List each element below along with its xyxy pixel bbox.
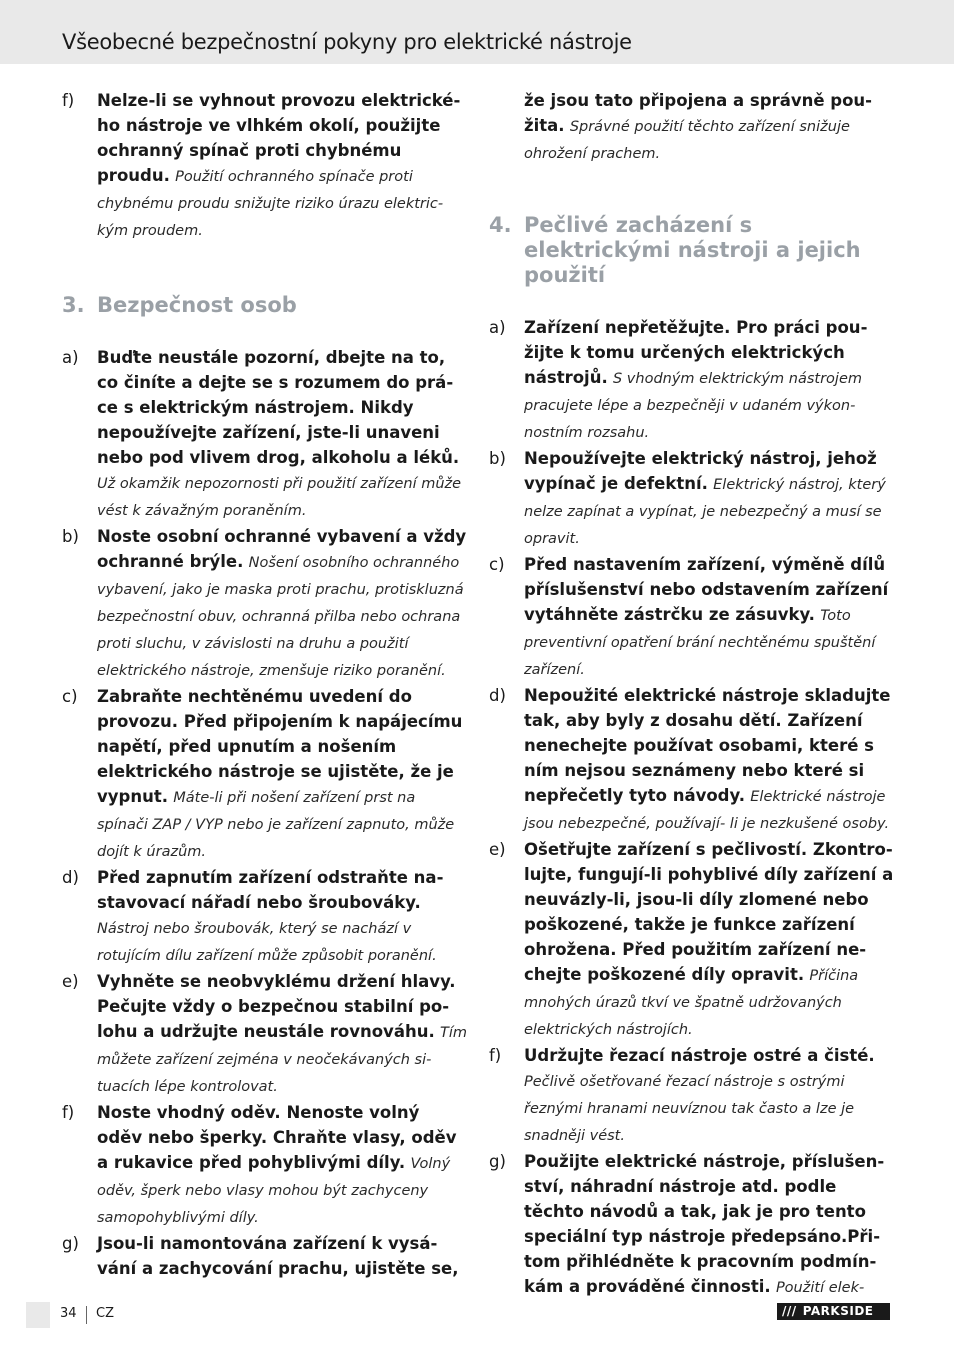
list-item-continuation bbox=[489, 88, 894, 167]
item-italic-text: Použití ochranného spínače proti chybnému proudu snižujte riziko úrazu elektrickým proudem. bbox=[97, 169, 444, 239]
item-italic-text: Máte-li při nošení zařízení prst na spínači ZAP / VYP nebo je zařízení zapnuto, může dojít k úrazům. bbox=[97, 790, 455, 860]
item-bold-text: Ošetřujte zařízení s pečlivostí. Zkontrolujte, fungují-li pohyblivé díly zařízení a neuvázly-li, jsou-li díly zlomené nebo poškozené, takže je funkce zařízení ohrožena. Před použitím zařízení nechejte poškozené díly opravit. bbox=[524, 840, 894, 984]
item-bold-text: že jsou tato připojena a správně použita. bbox=[524, 91, 873, 135]
section-heading bbox=[489, 213, 894, 288]
left-column bbox=[62, 88, 467, 1281]
item-label: b) bbox=[62, 527, 79, 546]
parkside-logo bbox=[777, 1303, 890, 1320]
item-label: g) bbox=[62, 1234, 79, 1253]
list-item bbox=[489, 683, 894, 837]
page-number: 34 bbox=[60, 1306, 77, 1321]
item-italic-text: Nástroj nebo šroubovák, který se nachází v rotujícím dílu zařízení může způsobit poranění. bbox=[97, 921, 437, 964]
item-bold-text: Jsou-li namontována zařízení k vysávání a zachycování prachu, ujistěte se, bbox=[97, 1234, 459, 1278]
item-label: b) bbox=[489, 449, 506, 468]
item-bold-text: Udržujte řezací nástroje ostré a čisté. bbox=[524, 1046, 875, 1065]
item-label: f) bbox=[62, 1103, 75, 1122]
list-item bbox=[62, 684, 467, 865]
list-item bbox=[62, 1231, 467, 1281]
item-bold-text: Nepoužité elektrické nástroje skladujte tak, aby byly z dosahu dětí. Zařízení nenechejte používat osobami, které s ním nejsou seznámeny nebo které si nepřečetly tyto návody. bbox=[524, 686, 891, 805]
section-title: Bezpečnost osob bbox=[97, 293, 297, 317]
page-title: Všeobecné bezpečnostní pokyny pro elektrické nástroje bbox=[62, 30, 632, 54]
list-item bbox=[62, 88, 467, 244]
item-label: d) bbox=[62, 868, 79, 887]
right-column bbox=[489, 88, 894, 1301]
item-label: a) bbox=[62, 348, 79, 367]
item-bold-text: Nelze-li se vyhnout provozu elektrického nástroje ve vlhkém okolí, použijte ochranný spínač proti chybnému proudu. bbox=[97, 91, 461, 185]
item-italic-text: Elektrické nástroje jsou nebezpečné, používají- li je nezkušené osoby. bbox=[524, 789, 890, 832]
item-italic-text: Správné použití těchto zařízení snižuje ohrožení prachem. bbox=[524, 119, 850, 162]
item-bold-text: Buďte neustále pozorní, dbejte na to, co činíte a dejte se s rozumem do práce s elektrickým nástrojem. Nikdy nepoužívejte zařízení, jste-li unaveni nebo pod vlivem drog, alkoholu a léků. bbox=[97, 348, 460, 467]
item-bold-text: Zabraňte nechtěnému uvedení do provozu. Před připojením k napájecímu napětí, před upnutím a nošením elektrického nástroje se ujistěte, že je vypnut. bbox=[97, 687, 463, 806]
item-italic-text: Tím můžete zařízení zejména v neočekávaných situacích lépe kontrolovat. bbox=[97, 1025, 467, 1095]
section-number: 4. bbox=[489, 213, 512, 237]
item-italic-text: S vhodným elektrickým nástrojem pracujete lépe a bezpečněji v udaném výkonnostním rozsahu. bbox=[524, 371, 862, 441]
page-header bbox=[0, 0, 954, 64]
list-item bbox=[62, 969, 467, 1100]
item-label: e) bbox=[489, 840, 506, 859]
list-item bbox=[489, 552, 894, 683]
language-code: CZ bbox=[96, 1306, 114, 1321]
logo-stripes-icon: /// bbox=[782, 1304, 797, 1318]
item-bold-text: Nepoužívejte elektrický nástroj, jehož vypínač je defektní. bbox=[524, 449, 877, 493]
list-item bbox=[489, 1043, 894, 1149]
item-label: c) bbox=[489, 555, 505, 574]
item-bold-text: Před zapnutím zařízení odstraňte nastavovací nářadí nebo šroubováky. bbox=[97, 868, 444, 912]
item-italic-text: Nošení osobního ochranného vybavení, jako je maska proti prachu, protiskluzná bezpečnostní obuv, ochranná přilba nebo ochrana proti sluchu, v závislosti na druhu a použití elektrického nástroje, zmenšuje riziko poranění. bbox=[97, 555, 464, 679]
item-label: g) bbox=[489, 1152, 506, 1171]
list-item bbox=[489, 1149, 894, 1301]
item-italic-text: Použití elek- bbox=[775, 1280, 865, 1296]
item-italic-text: Pečlivě ošetřované řezací nástroje s ostrými řeznými hranami neuvíznou tak často a lze je snadněji vést. bbox=[524, 1074, 855, 1144]
item-italic-text: Už okamžik nepozornosti při použití zařízení může vést k závažným poraněním. bbox=[97, 476, 462, 519]
list-item bbox=[62, 865, 467, 969]
item-label: f) bbox=[62, 91, 75, 110]
item-bold-text: Zařízení nepřetěžujte. Pro práci použijte k tomu určených elektrických nástrojů. bbox=[524, 318, 868, 387]
footer-divider bbox=[86, 1306, 87, 1324]
list-item bbox=[62, 1100, 467, 1231]
item-label: c) bbox=[62, 687, 78, 706]
section-number: 3. bbox=[62, 293, 85, 317]
list-item bbox=[489, 837, 894, 1043]
footer-marker bbox=[26, 1302, 50, 1328]
logo-text: PARKSIDE bbox=[802, 1304, 874, 1318]
item-bold-text: Noste vhodný oděv. Nenoste volný oděv nebo šperky. Chraňte vlasy, oděv a rukavice před pohyblivými díly. bbox=[97, 1103, 457, 1172]
list-item bbox=[62, 524, 467, 684]
item-italic-text: Volný oděv, šperk nebo vlasy mohou být zachyceny samopohyblivými díly. bbox=[97, 1156, 451, 1226]
item-bold-text: Použijte elektrické nástroje, příslušenství, náhradní nástroje atd. podle těchto návodů a tak, jak je pro tento speciální typ nástroje předepsáno.Přitom přihlédněte k pracovním podmínkám a prováděné činnosti. bbox=[524, 1152, 885, 1296]
item-label: a) bbox=[489, 318, 506, 337]
item-italic-text: Příčina mnohých úrazů tkví ve špatně udržovaných elektrických nástrojích. bbox=[524, 968, 859, 1038]
item-bold-text: Noste osobní ochranné vybavení a vždy ochranné brýle. bbox=[97, 527, 467, 571]
list-item bbox=[62, 345, 467, 524]
item-italic-text: Elektrický nástroj, který nelze zapínat a vypínat, je nebezpečný a musí se opravit. bbox=[524, 477, 886, 547]
item-italic-text: Toto preventivní opatření brání nechtěnému spuštění zařízení. bbox=[524, 608, 876, 678]
item-label: d) bbox=[489, 686, 506, 705]
section-heading bbox=[62, 293, 467, 318]
list-item bbox=[489, 315, 894, 446]
item-label: e) bbox=[62, 972, 79, 991]
item-label: f) bbox=[489, 1046, 502, 1065]
item-bold-text: Před nastavením zařízení, výměně dílů příslušenství nebo odstavením zařízení vytáhněte zástrčku ze zásuvky. bbox=[524, 555, 889, 624]
item-bold-text: Vyhněte se neobvyklému držení hlavy. Pečujte vždy o bezpečnou stabilní polohu a udržujte neustále rovnováhu. bbox=[97, 972, 456, 1041]
list-item bbox=[489, 446, 894, 552]
section-title: Pečlivé zacházení s elektrickými nástroji a jejich použití bbox=[524, 213, 861, 287]
